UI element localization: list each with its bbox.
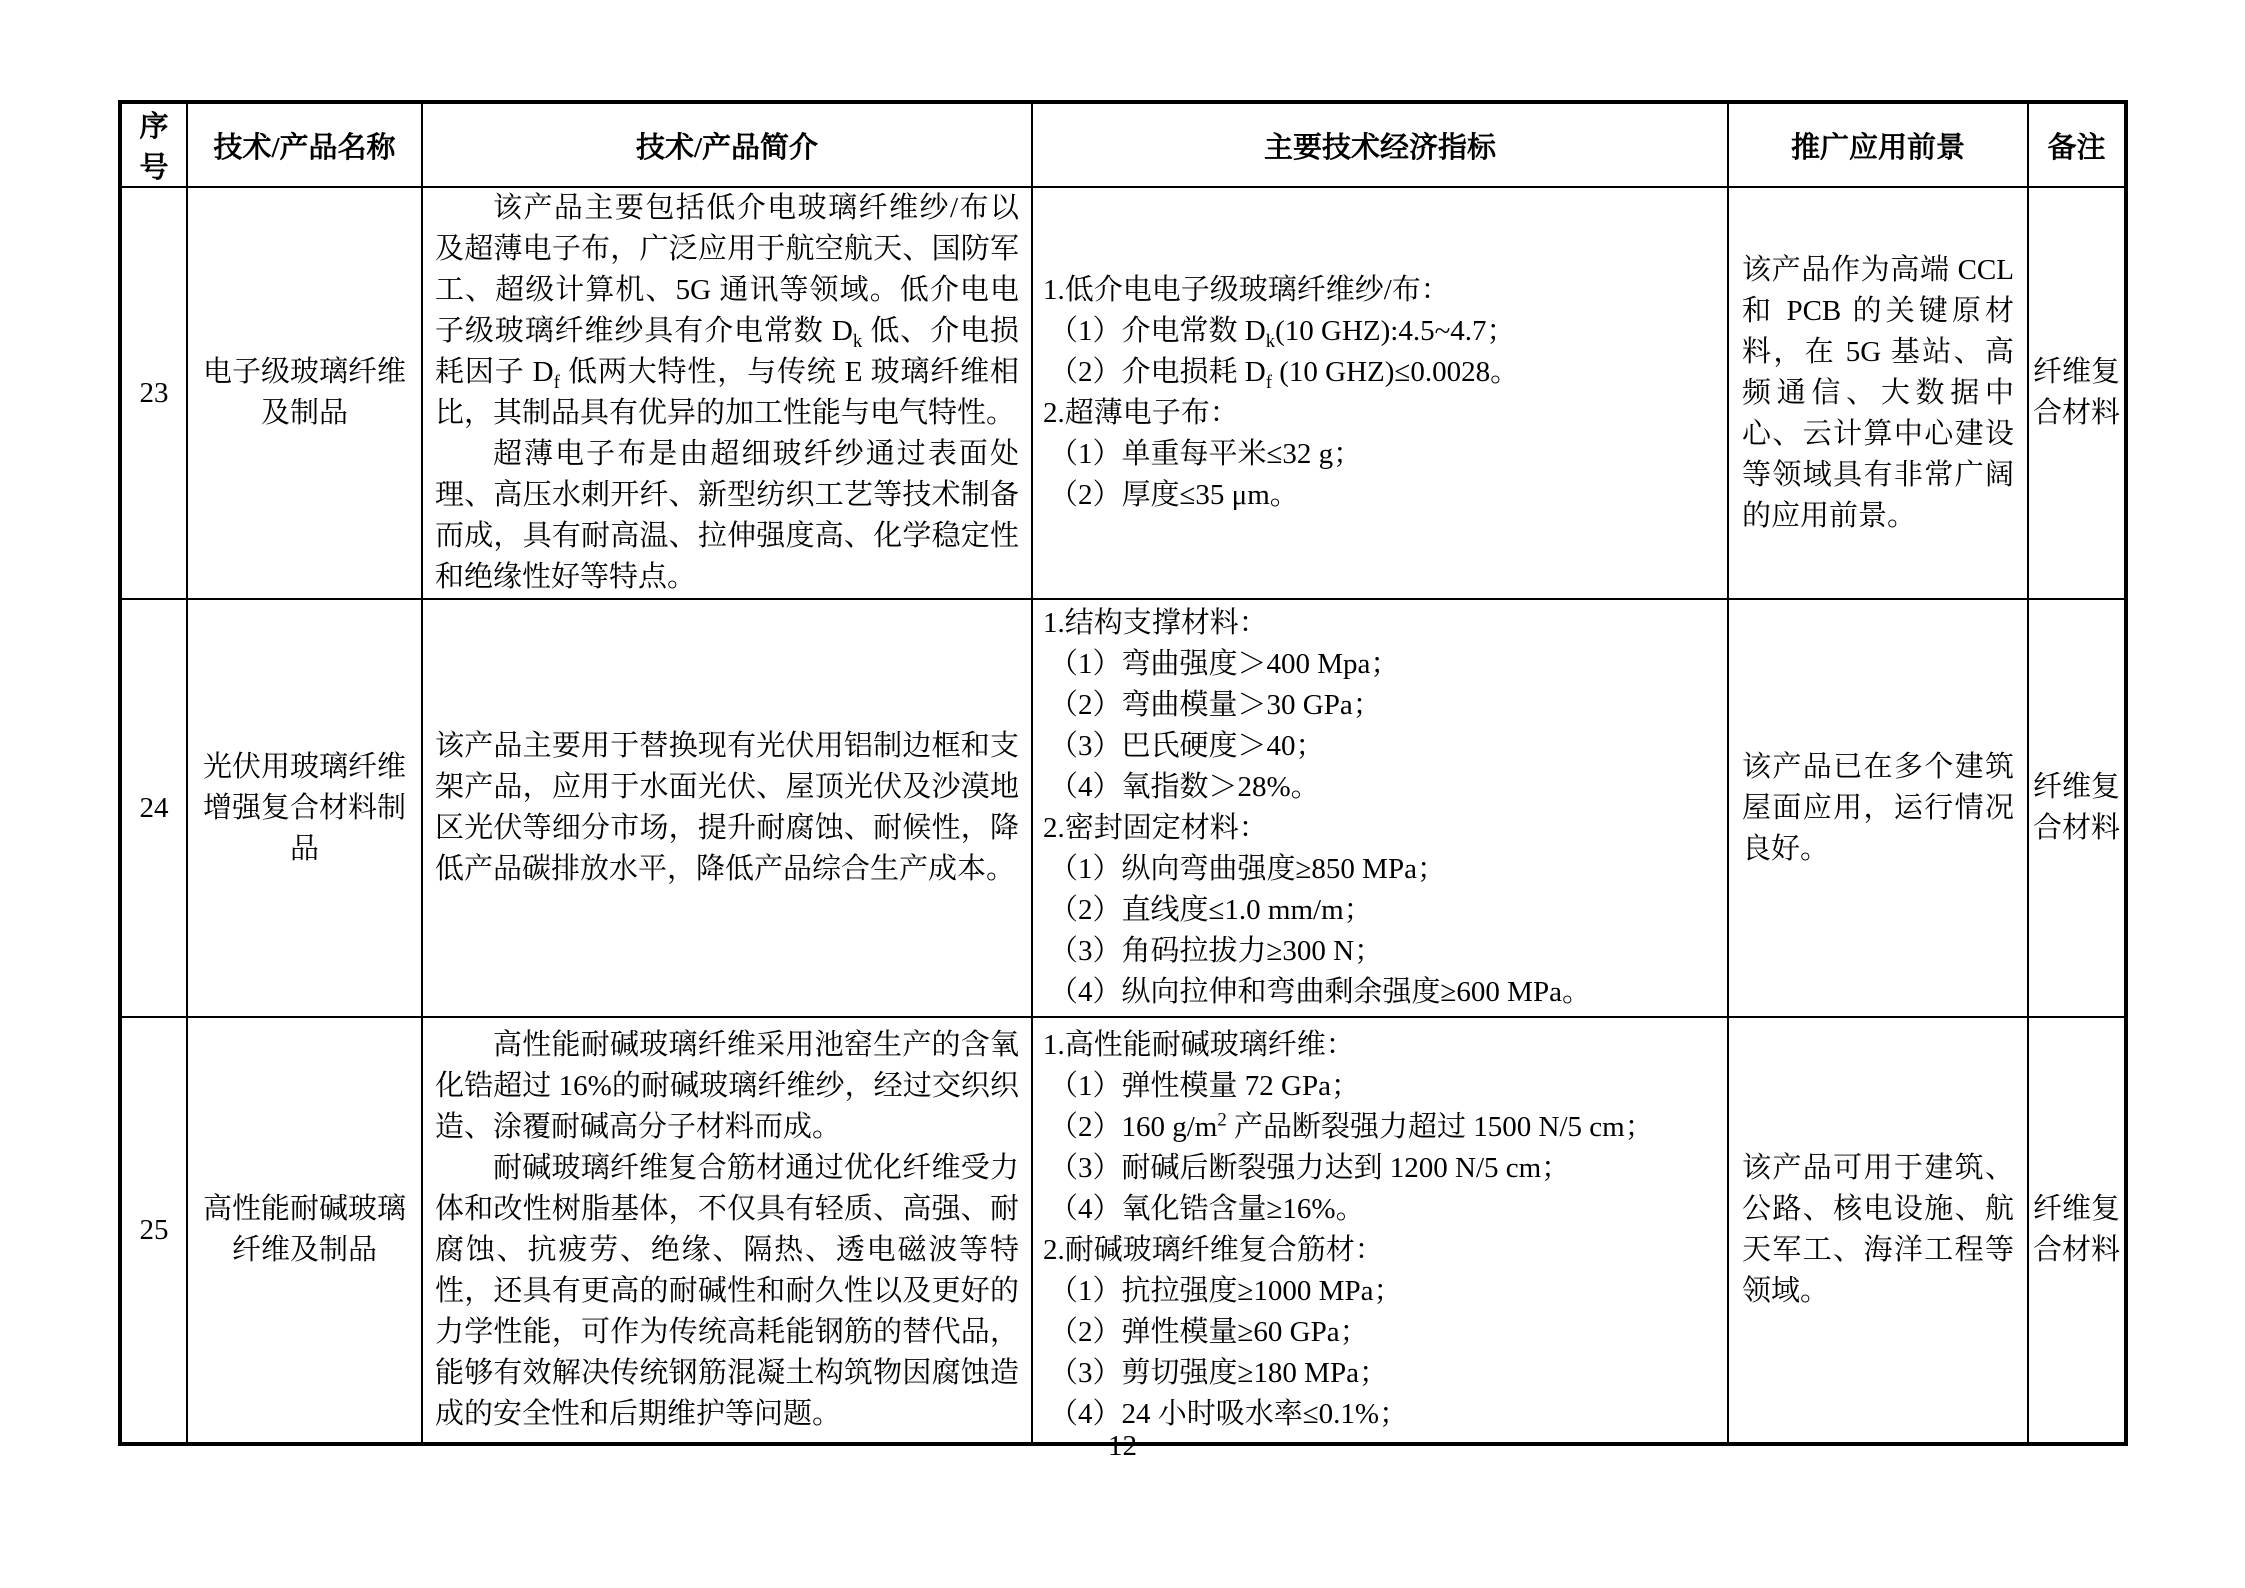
table-row <box>120 187 2126 599</box>
indicator-line: （1）介电常数 $D_k(10$ GHZ):4.5~4.7； <box>1049 315 1516 352</box>
indicator-line: （4）24 小时吸水率≤0.1%； <box>1049 1398 1409 1430</box>
remark: 纤维复合材料 <box>2028 1017 2126 1444</box>
product-intro <box>422 599 1032 1017</box>
intro-paragraph: 超薄电子布是由超细玻纤纱通过表面处理、高压水刺开纤、新型纺织工艺等技术制备而成，具有耐高温、拉伸强度高、化学稳定性和绝缘性好等特点。 <box>435 438 1019 593</box>
col-header-intro: 技术/产品简介 <box>422 102 1032 187</box>
indicator-line: （2）160 $g/m^2$ 产品断裂强力超过 1500 N/5 cm； <box>1049 1109 1654 1143</box>
col-header-name: 技术/产品名称 <box>187 102 422 187</box>
indicator-line: （2）介电损耗 $D_f$ (10 GHZ)≤0.0028。 <box>1049 356 1520 393</box>
indicator-line: 2.超薄电子布： <box>1043 397 1239 429</box>
table-header-row <box>120 102 2126 187</box>
indicator-line: 1.低介电电子级玻璃纤维纱/布： <box>1043 274 1450 306</box>
intro-paragraph: 该产品主要用于替换现有光伏用铝制边框和支架产品，应用于水面光伏、屋顶光伏及沙漠地区光伏等细分市场，提升耐腐蚀、耐候性，降低产品碳排放水平，降低产品综合生产成本。 <box>435 730 1019 885</box>
intro-paragraph: 耐碱玻璃纤维复合筋材通过优化纤维受力体和改性树脂基体，不仅具有轻质、高强、耐腐蚀、抗疲劳、绝缘、隔热、透电磁波等特性，还具有更高的耐碱性和耐久性以及更好的力学性能，可作为传统高耗能钢筋的替代品，能够有效解决传统钢筋混凝土构筑物因腐蚀造成的安全性和后期维护等问题。 <box>435 1152 1019 1430</box>
indicator-line: （1）纵向弯曲强度≥850 MPa； <box>1049 853 1446 885</box>
indicator-line: （2）弹性模量≥60 GPa； <box>1049 1316 1369 1348</box>
product-intro <box>422 1017 1032 1444</box>
product-name: 光伏用玻璃纤维增强复合材料制品 <box>187 599 422 1017</box>
intro-paragraph: 高性能耐碱玻璃纤维采用池窑生产的含氧化锆超过 16%的耐碱玻璃纤维纱，经过交织织造、涂覆耐碱高分子材料而成。 <box>435 1029 1019 1143</box>
page-number: 12 <box>1108 1430 1137 1462</box>
product-table <box>118 100 2128 1446</box>
indicator-line: （1）单重每平米≤32 g； <box>1049 438 1363 470</box>
remark: 纤维复合材料 <box>2028 599 2126 1017</box>
row-number: 24 <box>120 599 187 1017</box>
indicator-line: （1）弯曲强度＞400 Mpa； <box>1049 648 1400 680</box>
table-row <box>120 599 2126 1017</box>
row-number: 25 <box>120 1017 187 1444</box>
indicator-line: （3）剪切强度≥180 MPa； <box>1049 1357 1388 1389</box>
prospects: 该产品作为高端 CCL 和 PCB 的关键原材料，在 5G 基站、高频通信、大数据中心、云计算中心建设等领域具有非常广阔的应用前景。 <box>1728 187 2028 599</box>
indicator-line: （3）角码拉拔力≥300 N； <box>1049 935 1384 967</box>
product-intro <box>422 187 1032 599</box>
intro-paragraph: 该产品主要包括低介电玻璃纤维纱/布以及超薄电子布，广泛应用于航空航天、国防军工、超级计算机、5G 通讯等领域。低介电电子级玻璃纤维纱具有介电常数 $D_k$ 低、介电损耗因子 $D_f$ 低两大特性，与传统 E 玻璃纤维相比，其制品具有优异的加工性能与电气特性。 <box>435 192 1019 429</box>
indicator-line: （3）巴氏硬度＞40； <box>1049 730 1325 762</box>
indicator-line: 1.高性能耐碱玻璃纤维： <box>1043 1029 1355 1061</box>
indicator-line: （2）直线度≤1.0 mm/m； <box>1049 894 1373 926</box>
indicators <box>1032 187 1728 599</box>
indicator-line: 2.耐碱玻璃纤维复合筋材： <box>1043 1234 1384 1266</box>
product-name: 电子级玻璃纤维及制品 <box>187 187 422 599</box>
col-header-remark: 备注 <box>2028 102 2126 187</box>
col-header-no: 序号 <box>120 102 187 187</box>
indicator-line: （2）厚度≤35 μm。 <box>1049 479 1299 511</box>
col-header-prospects: 推广应用前景 <box>1728 102 2028 187</box>
remark: 纤维复合材料 <box>2028 187 2126 599</box>
indicator-line: （1）抗拉强度≥1000 MPa； <box>1049 1275 1403 1307</box>
indicator-line: （2）弯曲模量＞30 GPa； <box>1049 689 1382 721</box>
table-row <box>120 1017 2126 1444</box>
indicator-line: （4）纵向拉伸和弯曲剩余强度≥600 MPa。 <box>1049 976 1591 1008</box>
indicators <box>1032 599 1728 1017</box>
col-header-indicators: 主要技术经济指标 <box>1032 102 1728 187</box>
prospects: 该产品已在多个建筑屋面应用，运行情况良好。 <box>1728 599 2028 1017</box>
indicator-line: （3）耐碱后断裂强力达到 1200 N/5 cm； <box>1049 1152 1571 1184</box>
indicator-line: 2.密封固定材料： <box>1043 812 1268 844</box>
indicator-line: （1）弹性模量 72 GPa； <box>1049 1070 1360 1102</box>
indicator-line: （4）氧指数＞28%。 <box>1049 771 1320 803</box>
product-name: 高性能耐碱玻璃纤维及制品 <box>187 1017 422 1444</box>
prospects: 该产品可用于建筑、公路、核电设施、航天军工、海洋工程等领域。 <box>1728 1017 2028 1444</box>
indicator-line: 1.结构支撑材料： <box>1043 607 1268 639</box>
indicators <box>1032 1017 1728 1444</box>
indicator-line: （4）氧化锆含量≥16%。 <box>1049 1193 1365 1225</box>
row-number: 23 <box>120 187 187 599</box>
